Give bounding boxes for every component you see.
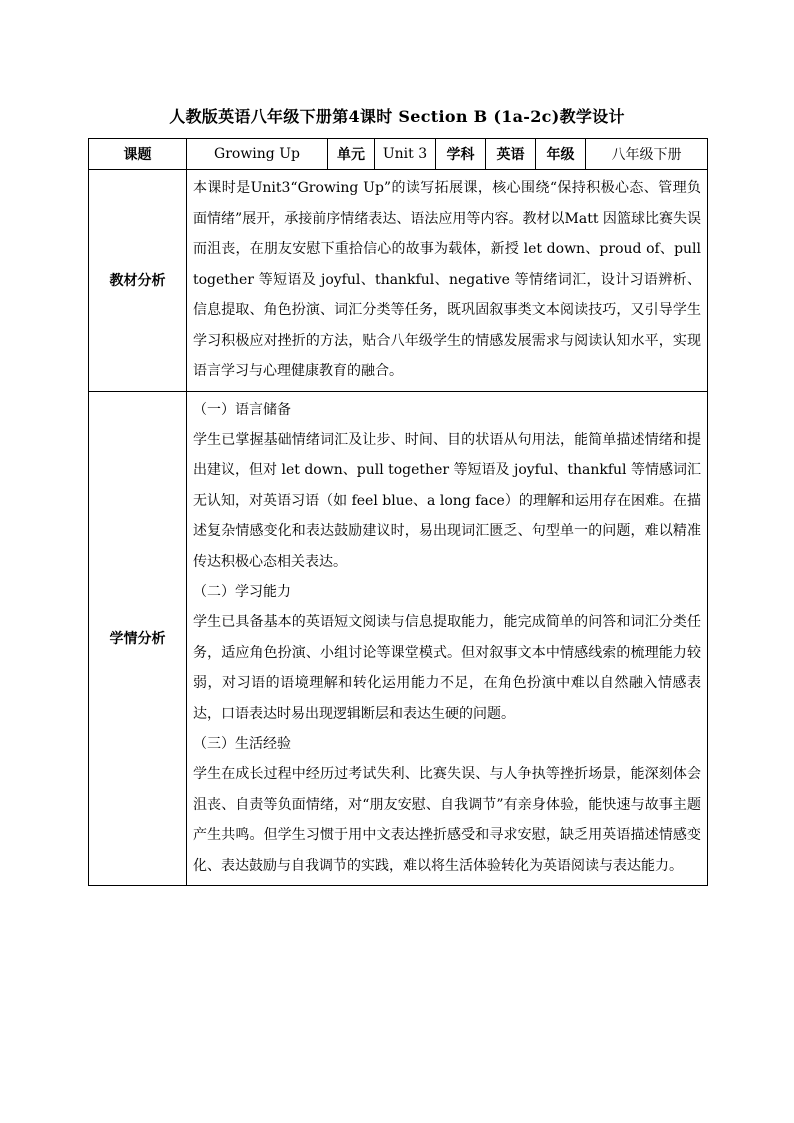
topic-label: 课题 <box>89 139 187 170</box>
student-analysis-content <box>187 391 708 886</box>
lesson-plan-table <box>88 138 708 886</box>
grade-label: 年级 <box>536 139 586 170</box>
unit-label: 单元 <box>328 139 375 170</box>
language-reserve-text: 学生已掌握基础情绪词汇及让步、时间、目的状语从句用法，能简单描述情绪和提出建议，但对 let down、pull together 等短语及 joyful、thankful 等情感词汇无认知，对英语习语（如 feel blue、a long face）的理解和运用存在困难。在描述复杂情感变化和表达鼓励建议时，易出现词汇匮乏、句型单一的问题，难以精准传达积极心态相关表达。 <box>193 431 701 570</box>
textbook-analysis-content <box>187 170 708 392</box>
life-experience-heading: （三）生活经验 <box>193 736 291 752</box>
learning-ability-heading: （二）学习能力 <box>193 584 291 600</box>
unit-value: Unit 3 <box>375 139 436 170</box>
life-experience-text: 学生在成长过程中经历过考试失利、比赛失误、与人争执等挫折场景，能深刻体会沮丧、自责等负面情绪，对“朋友安慰、自我调节”有亲身体验，能快速与故事主题产生共鸣。但学生习惯于用中文表达挫折感受和寻求安慰，缺乏用英语描述情感变化、表达鼓励与自我调节的实践，难以将生活体验转化为英语阅读与表达能力。 <box>193 766 701 874</box>
header-row <box>89 139 708 170</box>
subject-label: 学科 <box>436 139 486 170</box>
student-analysis-label: 学情分析 <box>89 391 187 886</box>
learning-ability-text: 学生已具备基本的英语短文阅读与信息提取能力，能完成简单的问答和词汇分类任务，适应角色扮演、小组讨论等课堂模式。但对叙事文本中情感线索的梳理能力较弱，对习语的语境理解和转化运用能力不足，在角色扮演中难以自然融入情感表达，口语表达时易出现逻辑断层和表达生硬的问题。 <box>193 614 701 722</box>
textbook-analysis-row <box>89 170 708 392</box>
grade-value: 八年级下册 <box>586 139 708 170</box>
topic-value: Growing Up <box>187 139 328 170</box>
textbook-analysis-label: 教材分析 <box>89 170 187 392</box>
language-reserve-heading: （一）语言储备 <box>193 401 291 418</box>
student-analysis-row <box>89 391 708 886</box>
document-title: 人教版英语八年级下册第4课时 Section B (1a-2c)教学设计 <box>169 107 625 126</box>
subject-value: 英语 <box>486 139 536 170</box>
textbook-analysis-text: 本课时是Unit3“Growing Up”的读写拓展课，核心围绕“保持积极心态、管理负面情绪”展开，承接前序情绪表达、语法应用等内容。教材以Matt 因篮球比赛失误而沮丧，在朋友安慰下重拾信心的故事为载体，新授 let down、proud of、pull together 等短语及 joyful、thankful、negative 等情绪词汇，设计习语辨析、信息提取、角色扮演、词汇分类等任务，既巩固叙事类文本阅读技巧，又引导学生学习积极应对挫折的方法，贴合八年级学生的情感发展需求与阅读认知水平，实现语言学习与心理健康教育的融合。 <box>193 180 701 379</box>
